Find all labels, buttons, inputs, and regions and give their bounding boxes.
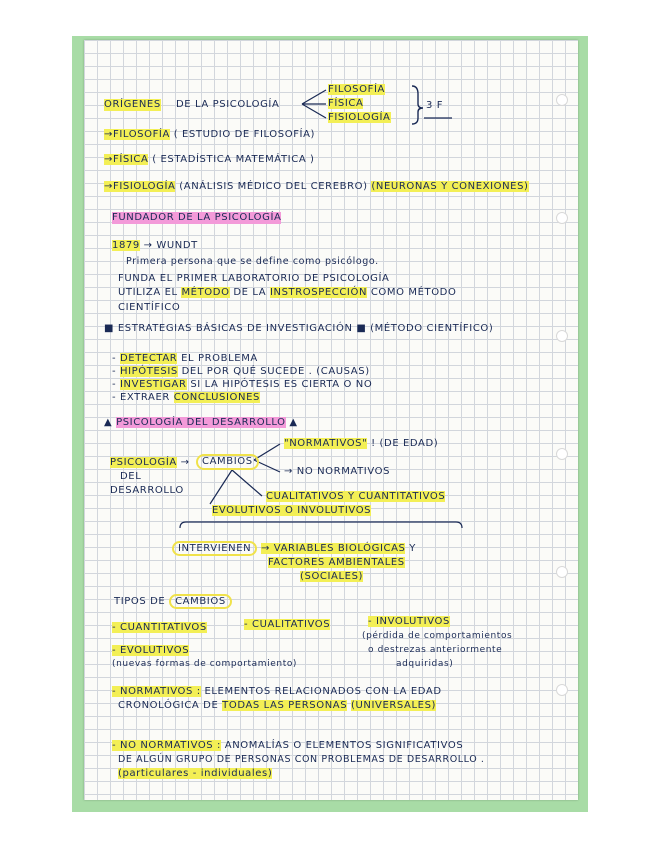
cualitativos-y-cuantitativos [266,491,445,503]
tipos-de-text: TIPOS DE [114,596,166,607]
wundt-name: → WUNDT [143,240,198,251]
conclusiones-text: CONCLUSIONES [173,392,260,403]
psico-desarrollo-heading: ▲ PSICOLOGÍA DEL DESARROLLO ▲ [104,417,298,428]
filosofia-line [104,129,315,141]
destrezas-text: o destrezas anteriormente [368,645,503,655]
evolutivos2-line [112,645,189,657]
elementos-text: ELEMENTOS RELACIONADOS CON LA EDAD [204,686,442,697]
factores-text: FACTORES AMBIENTALES [268,557,405,568]
adquiridas-text: adquiridas) [396,659,454,669]
cronologica-line [118,700,436,712]
sociales-text: (SOCIALES) [300,571,364,582]
psicologia-text: PSICOLOGÍA [110,457,177,468]
como-metodo-text: COMO MÉTODO [370,287,457,298]
particulares-text: (particulares - individuales) [118,768,273,779]
filosofia-branch [328,84,385,96]
estrategias-text: ESTRATEGIAS BÁSICAS DE INVESTIGACIÓN [117,323,353,334]
cuantitativos-text: - CUANTITATIVOS [112,622,207,633]
fisiologia-branch [328,112,391,124]
extraer-text: - EXTRAER [112,392,170,403]
fisica-branch [328,98,363,110]
cualitativos-text: - CUALITATIVOS [244,619,331,630]
psico-desarrollo-text: PSICOLOGÍA DEL DESARROLLO [116,417,286,428]
desarrollo-text: DESARROLLO [110,485,184,496]
normativos-text: "NORMATIVOS" [284,438,368,449]
variables-text: → VARIABLES BIOLÓGICAS [261,543,406,554]
year-1879: 1879 [112,240,140,251]
fisica-branch-text: FÍSICA [328,98,364,109]
factores-line [268,557,405,569]
fisica-note: ( ESTADÍSTICA MATEMÁTICA ) [152,154,315,165]
cualitativos-line [244,619,330,631]
tres-f: 3 F [426,100,444,111]
particulares-line [118,768,272,780]
normativos-line [284,438,438,450]
tipos-line [114,596,232,608]
del-text: DEL [120,471,142,482]
utiliza-line [118,287,456,299]
y-text: Y [409,543,416,554]
de-la-text: DE LA [233,287,267,298]
investigar-text: INVESTIGAR [120,379,187,390]
cualitativos-y-text: CUALITATIVOS Y CUANTITATIVOS [266,491,446,502]
fisiologia-line-text: →FISIOLOGÍA [104,181,176,192]
no-normativos2-line [112,740,463,752]
utiliza-text: UTILIZA EL [118,287,178,298]
involutivos-line [368,616,450,628]
hipotesis-text: HIPÓTESIS [120,366,178,377]
universales-text: (UNIVERSALES) [350,700,437,711]
cambios2-circled: CAMBIOS [169,594,232,609]
por-que-text: DEL POR QUÉ SUCEDE . (CAUSAS) [181,366,370,377]
fundador-heading: FUNDADOR DE LA PSICOLOGÍA [112,212,282,223]
estrategias-heading: ■ ESTRATEGIAS BÁSICAS DE INVESTIGACIÓN ■ (MÉTODO CIENTÍFICO) [104,323,494,334]
cambios-circled: CAMBIOS [196,454,259,470]
fisica-line [104,154,315,166]
psicologia-line [110,457,190,469]
extraer-line [112,392,260,404]
detectar-text: DETECTAR [120,353,178,364]
de-la-psicologia: DE LA PSICOLOGÍA [176,99,280,110]
el-problema-text: EL PROBLEMA [181,353,258,364]
instrospeccion-text: INSTROSPECCIÓN [269,287,368,298]
filosofia-note: ( ESTUDIO DE FILOSOFÍA) [173,129,316,140]
normativos2-line [112,686,442,698]
evolutivos2-text: - EVOLUTIVOS [112,645,190,656]
neuronas-note: (NEURONAS Y CONEXIONES) [371,181,529,192]
involutivos-text: - INVOLUTIVOS [368,616,450,627]
filosofia-branch-text: FILOSOFÍA [328,84,385,95]
intervienen-line [172,543,416,555]
cuantitativos-line [112,622,207,634]
origenes-heading: ORÍGENES [104,99,161,110]
normativos2-text: - NORMATIVOS : [112,686,201,697]
hipotesis-line: - HIPÓTESIS DEL POR QUÉ SUCEDE . (CAUSAS) [112,366,370,377]
wundt-line [112,240,198,252]
investigar-line: - INVESTIGAR SI LA HIPÓTESIS ES CIERTA O NO [112,379,373,390]
cronologica-text: CRONOLÓGICA DE [118,700,219,711]
perdida-text: (pérdida de comportamientos [362,631,513,641]
todas-text: TODAS LAS PERSONAS [222,700,348,711]
si-la-text: SI LA HIPÓTESIS ES CIERTA O NO [190,379,373,390]
intervienen-circled: INTERVIENEN [172,541,257,556]
nuevas-text: (nuevas formas de comportamiento) [112,659,298,669]
arrow-text: → [180,457,190,468]
no-normativos-text: → NO NORMATIVOS [284,466,391,477]
primera-persona: Primera persona que se define como psicólogo. [126,256,379,267]
de-algun-text: DE ALGÚN GRUPO DE PERSONAS CON PROBLEMAS DE DESARROLLO . [118,754,485,765]
evolutivos-text: EVOLUTIVOS O INVOLUTIVOS [212,505,372,516]
filosofia-line-text: →FILOSOFÍA [104,129,170,140]
fisiologia-note: (ANÁLISIS MÉDICO DEL CEREBRO) [179,181,368,192]
sociales-line [300,571,363,583]
evolutivos-line [212,505,371,517]
de-edad-text: ! (DE EDAD) [371,438,439,449]
detectar-line: - DETECTAR EL PROBLEMA [112,353,258,364]
metodo-text: MÉTODO [181,287,230,298]
no-normativos2-text: - NO NORMATIVOS : [112,740,221,751]
metodo-cientifico: (MÉTODO CIENTÍFICO) [370,323,494,334]
cientifico-text: CIENTÍFICO [118,302,181,313]
funda-laboratorio: FUNDA EL PRIMER LABORATORIO DE PSICOLOGÍA [118,273,390,284]
fisiologia-branch-text: FISIOLOGÍA [328,112,391,123]
fisiologia-line [104,181,529,193]
fisica-line-text: →FÍSICA [104,154,149,165]
anomalias-text: ANOMALÍAS O ELEMENTOS SIGNIFICATIVOS [224,740,464,751]
